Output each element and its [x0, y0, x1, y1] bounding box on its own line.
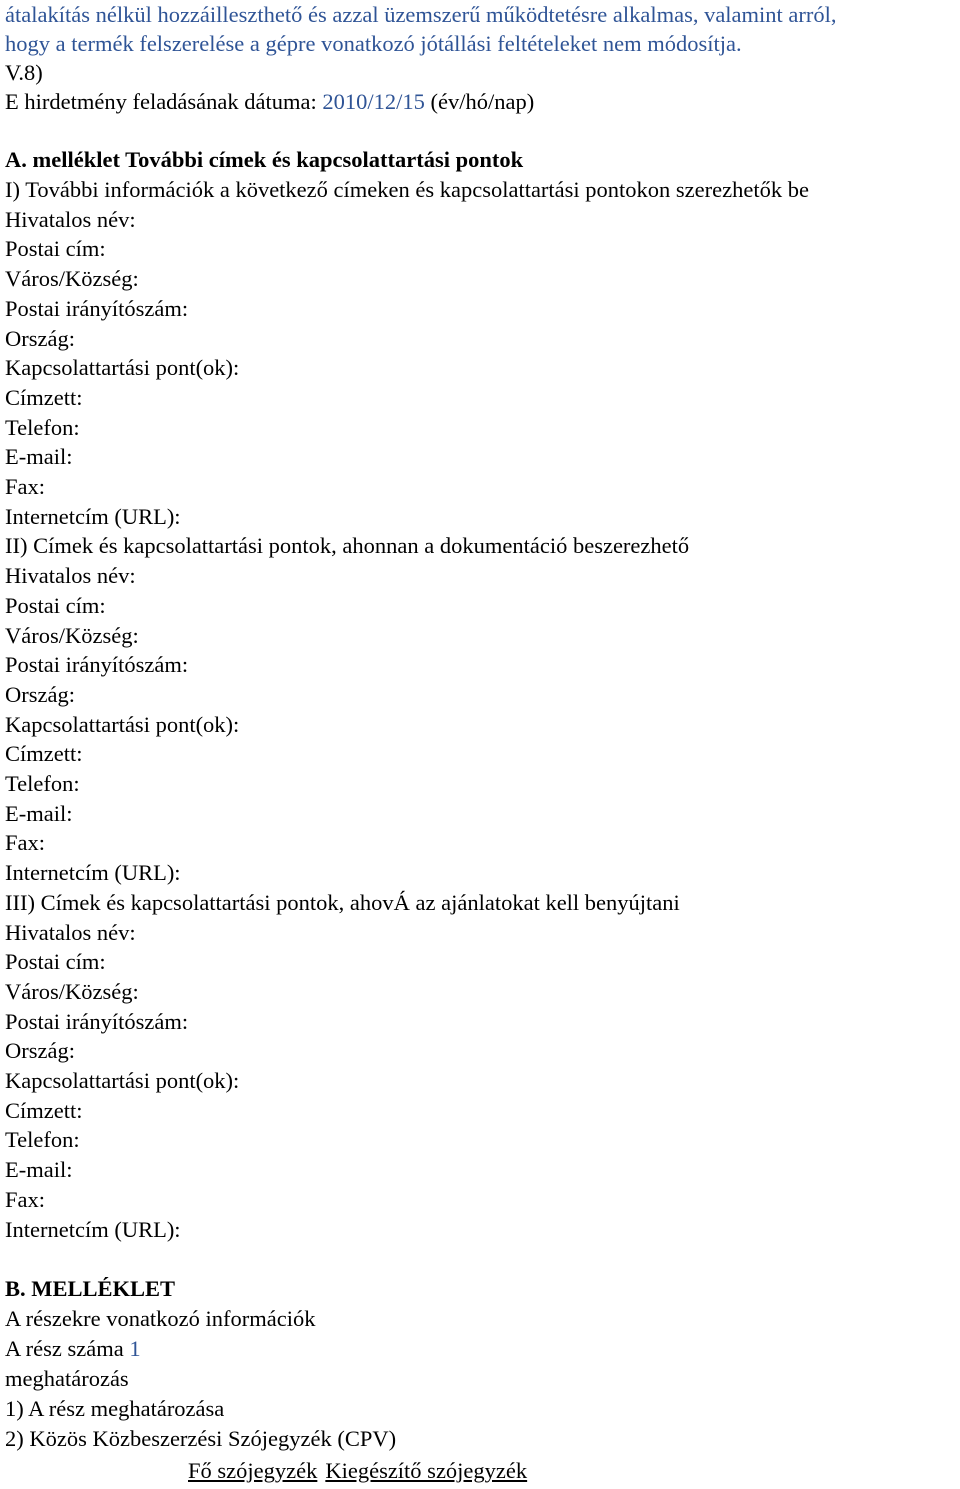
field-label: Város/Község:	[5, 623, 139, 648]
field-label: Postai irányítószám:	[5, 296, 189, 321]
field-label: Postai cím:	[5, 949, 106, 974]
field-label: Hivatalos név:	[5, 563, 136, 588]
section-title: II) Címek és kapcsolattartási pontok, ahonnan a dokumentáció beszerezhető	[5, 533, 690, 558]
field-label: Ország:	[5, 1038, 75, 1063]
field-label: Postai cím:	[5, 593, 106, 618]
field-label: Fax:	[5, 830, 46, 855]
field-label: Város/Község:	[5, 979, 139, 1004]
field-label: Kapcsolattartási pont(ok):	[5, 1068, 240, 1093]
field-label: Postai irányítószám:	[5, 1009, 189, 1034]
part-number-line	[5, 1336, 141, 1362]
annex-b-heading: B. MELLÉKLET	[5, 1276, 176, 1301]
field-label: Címzett:	[5, 1098, 83, 1123]
field-label: Telefon:	[5, 771, 80, 796]
intro-line-2: hogy a termék felszerelése a gépre vonatkozó jótállási feltételeket nem módosítja.	[5, 31, 742, 56]
item-1: 1) A rész meghatározása	[5, 1396, 225, 1421]
field-label: Ország:	[5, 682, 75, 707]
supplementary-vocabulary-header: Kiegészítő szójegyzék	[325, 1458, 528, 1483]
field-label: Postai irányítószám:	[5, 652, 189, 677]
field-label: Címzett:	[5, 741, 83, 766]
definition-label: meghatározás	[5, 1366, 129, 1391]
section-title: I) További információk a következő címeken és kapcsolattartási pontokon szerezhetők be	[5, 177, 809, 202]
field-label: Hivatalos név:	[5, 207, 136, 232]
field-label: Fax:	[5, 474, 46, 499]
date-value: 2010/12/15	[322, 89, 425, 114]
field-label: Ország:	[5, 326, 75, 351]
vocabulary-headers	[188, 1458, 535, 1484]
publication-date-line	[5, 89, 534, 115]
intro-line-1: átalakítás nélkül hozzáilleszthető és azzal üzemszerű működtetésre alkalmas, valamint arról,	[5, 2, 837, 27]
annex-a-heading: A. melléklet További címek és kapcsolattartási pontok	[5, 147, 524, 172]
field-label: Telefon:	[5, 415, 80, 440]
field-label: Telefon:	[5, 1127, 80, 1152]
section-label: V.8)	[5, 60, 43, 85]
part-label: A rész száma	[5, 1336, 130, 1361]
part-number: 1	[129, 1336, 141, 1361]
date-label: E hirdetmény feladásának dátuma:	[5, 89, 323, 114]
field-label: Internetcím (URL):	[5, 504, 181, 529]
main-vocabulary-header: Fő szójegyzék	[188, 1458, 318, 1483]
field-label: Fax:	[5, 1187, 46, 1212]
field-label: Internetcím (URL):	[5, 860, 181, 885]
field-label: Város/Község:	[5, 266, 139, 291]
field-label: E-mail:	[5, 444, 73, 469]
field-label: E-mail:	[5, 801, 73, 826]
item-2: 2) Közös Közbeszerzési Szójegyzék (CPV)	[5, 1426, 397, 1451]
field-label: Címzett:	[5, 385, 83, 410]
annex-b-subtitle: A részekre vonatkozó információk	[5, 1306, 316, 1331]
field-label: Kapcsolattartási pont(ok):	[5, 355, 240, 380]
date-format: (év/hó/nap)	[424, 89, 535, 114]
field-label: E-mail:	[5, 1157, 73, 1182]
field-label: Kapcsolattartási pont(ok):	[5, 712, 240, 737]
field-label: Postai cím:	[5, 236, 106, 261]
field-label: Internetcím (URL):	[5, 1217, 181, 1242]
section-title: III) Címek és kapcsolattartási pontok, ahovÁ az ajánlatokat kell benyújtani	[5, 890, 680, 915]
field-label: Hivatalos név:	[5, 920, 136, 945]
